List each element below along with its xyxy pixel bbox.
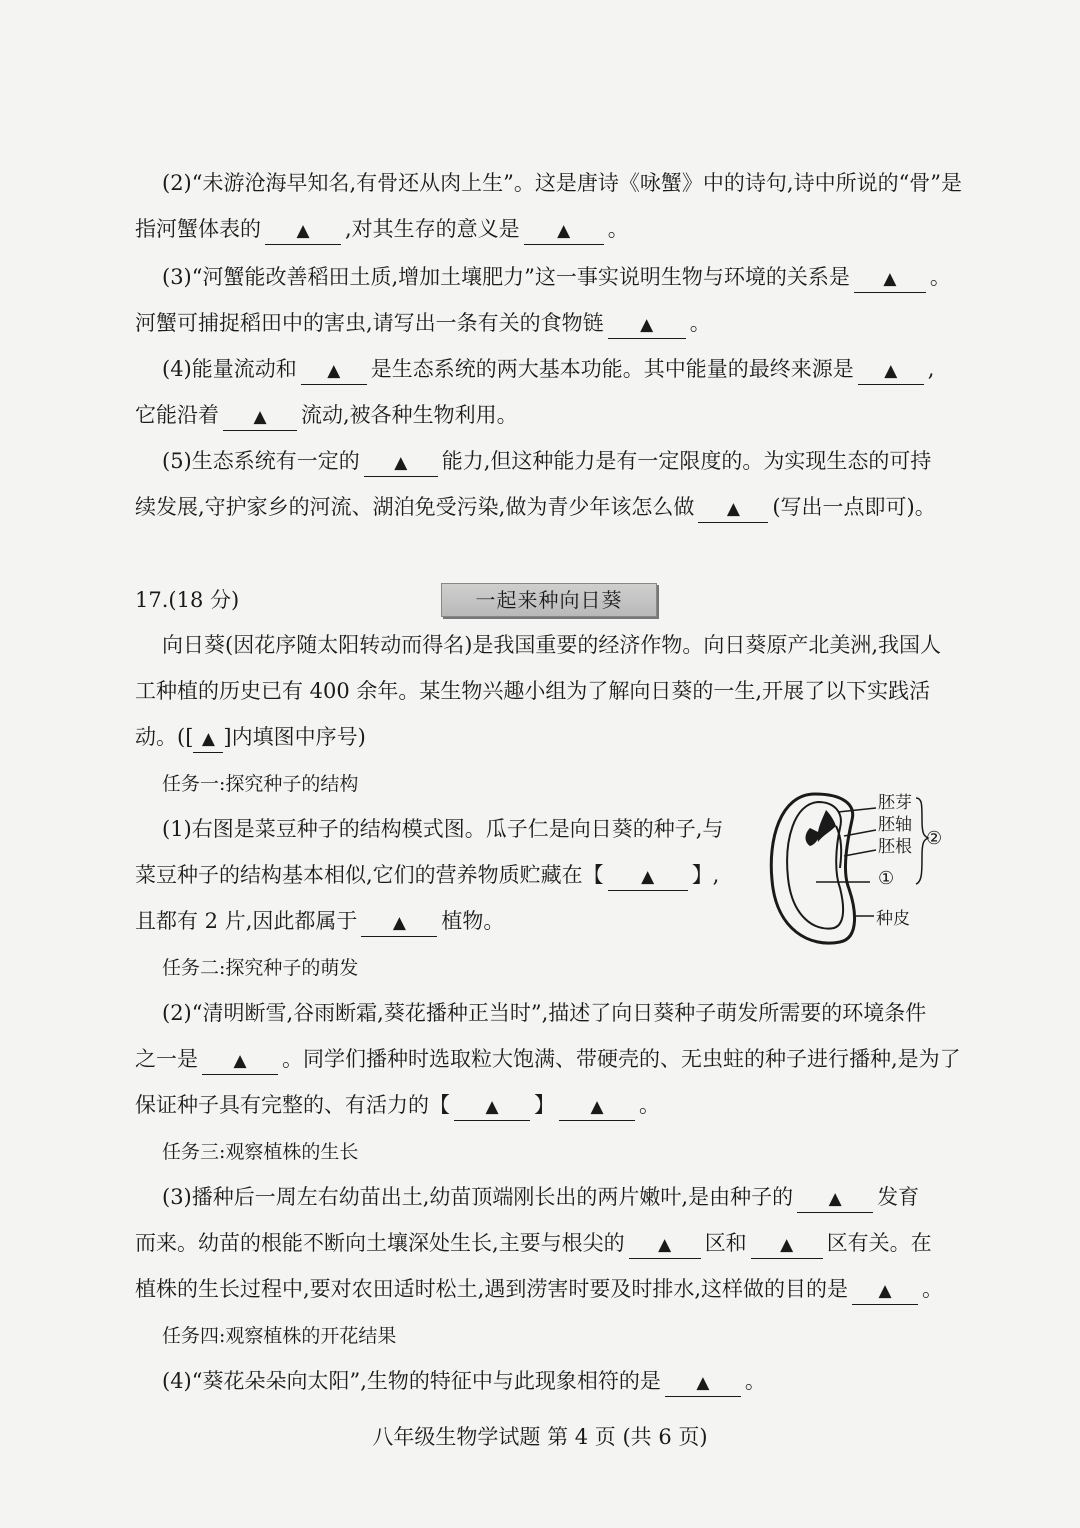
text: 。 bbox=[689, 311, 711, 335]
label-plumule: 胚芽 bbox=[878, 793, 912, 813]
text: 任务一:探究种子的结构 bbox=[162, 773, 359, 795]
blank-marker: ▲ bbox=[884, 361, 898, 381]
blank-marker: ▲ bbox=[233, 1051, 247, 1071]
plumule-leaf bbox=[806, 828, 819, 846]
q17-intro-line3 bbox=[135, 722, 950, 753]
seed-labels bbox=[878, 792, 912, 858]
task1-heading bbox=[162, 770, 358, 798]
text: 动。([ bbox=[135, 725, 194, 749]
text: 河蟹可捕捉稻田中的害虫,请写出一条有关的食物链 bbox=[135, 311, 604, 335]
text: (4)能量流动和 bbox=[162, 357, 297, 381]
answer-blank[interactable] bbox=[665, 1368, 741, 1397]
pointer-radicle bbox=[844, 850, 876, 856]
label-hypocotyl: 胚轴 bbox=[878, 815, 912, 835]
q16-part5-line1 bbox=[162, 446, 950, 477]
blank-marker: ▲ bbox=[557, 221, 571, 241]
text: (3)“河蟹能改善稻田土质,增加土壤肥力”这一事实说明生物与环境的关系是 bbox=[162, 265, 850, 289]
label-seed-coat: 种皮 bbox=[876, 909, 910, 929]
answer-blank[interactable] bbox=[454, 1092, 530, 1121]
q16-part4-line1 bbox=[162, 354, 950, 385]
answer-blank[interactable] bbox=[854, 264, 926, 293]
blank-marker: ▲ bbox=[327, 361, 341, 381]
q16-part4-line2 bbox=[135, 400, 950, 431]
q16-part2-line1 bbox=[162, 168, 963, 198]
blank-marker: ▲ bbox=[392, 913, 406, 933]
blank-marker: ▲ bbox=[696, 1373, 710, 1393]
answer-blank[interactable] bbox=[629, 1230, 701, 1259]
page-footer bbox=[0, 1422, 1080, 1452]
blank-marker: ▲ bbox=[201, 729, 215, 749]
answer-blank[interactable] bbox=[608, 862, 688, 891]
blank-marker: ▲ bbox=[658, 1235, 672, 1255]
section-title: 一起来种向日葵 bbox=[475, 588, 623, 612]
text: (2)“清明断雪,谷雨断霜,葵花播种正当时”,描述了向日葵种子萌发所需要的环境条件 bbox=[162, 1001, 927, 1025]
label-1: ① bbox=[878, 868, 895, 889]
text: 。 bbox=[607, 217, 629, 241]
question-number: 17.(18 分) bbox=[135, 588, 240, 612]
text: 任务四:观察植株的开花结果 bbox=[162, 1325, 397, 1347]
bean-seed-diagram bbox=[760, 790, 960, 950]
text: 菜豆种子的结构基本相似,它们的营养物质贮藏在【 bbox=[135, 863, 604, 887]
pointer-plumule bbox=[838, 808, 876, 812]
q17-intro-line1 bbox=[162, 630, 950, 660]
text: 任务三:观察植株的生长 bbox=[162, 1141, 359, 1163]
footer-text: 八年级生物学试题 第 4 页 (共 6 页) bbox=[372, 1425, 708, 1449]
answer-blank[interactable] bbox=[364, 448, 438, 477]
blank-marker: ▲ bbox=[641, 867, 655, 887]
task4-line1 bbox=[162, 1366, 950, 1397]
text: 植株的生长过程中,要对农田适时松土,遇到涝害时要及时排水,这样做的目的是 bbox=[135, 1277, 849, 1301]
blank-marker: ▲ bbox=[485, 1097, 499, 1117]
text: 而来。幼苗的根能不断向土壤深处生长,主要与根尖的 bbox=[135, 1231, 625, 1255]
text: 流动,被各种生物利用。 bbox=[301, 403, 518, 427]
q17-title-box bbox=[441, 583, 657, 617]
text: 保证种子具有完整的、有活力的【 bbox=[135, 1093, 450, 1117]
blank-marker: ▲ bbox=[394, 453, 408, 473]
blank-marker: ▲ bbox=[883, 269, 897, 289]
text: 区有关。在 bbox=[826, 1231, 932, 1255]
q16-part3-line2 bbox=[135, 308, 950, 339]
answer-blank[interactable] bbox=[361, 908, 437, 937]
task2-line1 bbox=[162, 998, 950, 1028]
text: 区和 bbox=[704, 1231, 747, 1255]
answer-blank[interactable] bbox=[698, 494, 768, 523]
task4-heading bbox=[162, 1322, 396, 1350]
q17-intro-line2 bbox=[135, 676, 950, 706]
text: 它能沿着 bbox=[135, 403, 219, 427]
cotyledon-outline bbox=[787, 802, 843, 929]
answer-blank[interactable] bbox=[608, 310, 686, 339]
answer-blank[interactable] bbox=[559, 1092, 635, 1121]
blank-marker: ▲ bbox=[828, 1189, 842, 1209]
text: 。 bbox=[929, 265, 951, 289]
text: 发育 bbox=[877, 1185, 920, 1209]
text: 工种植的历史已有 400 余年。某生物兴趣小组为了解向日葵的一生,开展了以下实践活 bbox=[135, 679, 931, 703]
text: (2)“未游沧海早知名,有骨还从肉上生”。这是唐诗《咏蟹》中的诗句,诗中所说的“骨”是 bbox=[162, 171, 963, 195]
blank-marker: ▲ bbox=[878, 1281, 892, 1301]
text: 。同学们播种时选取粒大饱满、带硬壳的、无虫蛀的种子进行播种,是为了 bbox=[282, 1047, 961, 1071]
task2-heading bbox=[162, 954, 358, 982]
task3-heading bbox=[162, 1138, 358, 1166]
answer-blank-example bbox=[193, 724, 223, 753]
text: 。 bbox=[639, 1093, 660, 1117]
task3-line1 bbox=[162, 1182, 950, 1213]
text: 能力,但这种能力是有一定限度的。为实现生态的可持 bbox=[441, 449, 932, 473]
task3-line3 bbox=[135, 1274, 950, 1305]
text: 之一是 bbox=[135, 1047, 198, 1071]
answer-blank[interactable] bbox=[852, 1276, 918, 1305]
blank-marker: ▲ bbox=[780, 1235, 794, 1255]
task2-line2 bbox=[135, 1044, 961, 1075]
answer-blank[interactable] bbox=[301, 356, 367, 385]
text: 且都有 2 片,因此都属于 bbox=[135, 909, 358, 933]
text: (写出一点即可)。 bbox=[772, 495, 936, 519]
text: 指河蟹体表的 bbox=[135, 217, 261, 241]
text: (1)右图是菜豆种子的结构模式图。瓜子仁是向日葵的种子,与 bbox=[162, 817, 724, 841]
text: (5)生态系统有一定的 bbox=[162, 449, 360, 473]
blank-marker: ▲ bbox=[253, 407, 267, 427]
answer-blank[interactable] bbox=[202, 1046, 278, 1075]
blank-marker: ▲ bbox=[640, 315, 654, 335]
q16-part2-line2 bbox=[135, 214, 950, 245]
answer-blank[interactable] bbox=[797, 1184, 873, 1213]
q16-part3-line1 bbox=[162, 262, 950, 293]
text: 向日葵(因花序随太阳转动而得名)是我国重要的经济作物。向日葵原产北美洲,我国人 bbox=[162, 633, 942, 657]
text: 】, bbox=[691, 863, 720, 887]
text: ,对其生存的意义是 bbox=[345, 217, 520, 241]
answer-blank[interactable] bbox=[751, 1230, 823, 1259]
answer-blank[interactable] bbox=[265, 216, 341, 245]
blank-marker: ▲ bbox=[590, 1097, 604, 1117]
blank-marker: ▲ bbox=[726, 499, 740, 519]
answer-blank[interactable] bbox=[223, 402, 297, 431]
text: , bbox=[927, 357, 935, 381]
text: (3)播种后一周左右幼苗出土,幼苗顶端刚长出的两片嫩叶,是由种子的 bbox=[162, 1185, 794, 1209]
task2-line3 bbox=[135, 1090, 950, 1121]
q16-part5-line2 bbox=[135, 492, 950, 523]
text: 任务二:探究种子的萌发 bbox=[162, 957, 359, 979]
answer-blank[interactable] bbox=[524, 216, 604, 245]
blank-marker: ▲ bbox=[296, 221, 310, 241]
text: 是生态系统的两大基本功能。其中能量的最终来源是 bbox=[370, 357, 854, 381]
text: 。 bbox=[922, 1277, 944, 1301]
plumule-shape bbox=[818, 810, 836, 842]
label-2: ② bbox=[926, 828, 943, 849]
text: 植物。 bbox=[441, 909, 505, 933]
text: 。 bbox=[744, 1369, 766, 1393]
task3-line2 bbox=[135, 1228, 950, 1259]
text: 续发展,守护家乡的河流、湖泊免受污染,做为青少年该怎么做 bbox=[135, 495, 695, 519]
answer-blank[interactable] bbox=[858, 356, 924, 385]
label-radicle: 胚根 bbox=[878, 837, 912, 857]
text: 】 bbox=[534, 1093, 555, 1117]
text: ]内填图中序号) bbox=[223, 725, 366, 749]
text: (4)“葵花朵朵向太阳”,生物的特征中与此现象相符的是 bbox=[162, 1369, 661, 1393]
